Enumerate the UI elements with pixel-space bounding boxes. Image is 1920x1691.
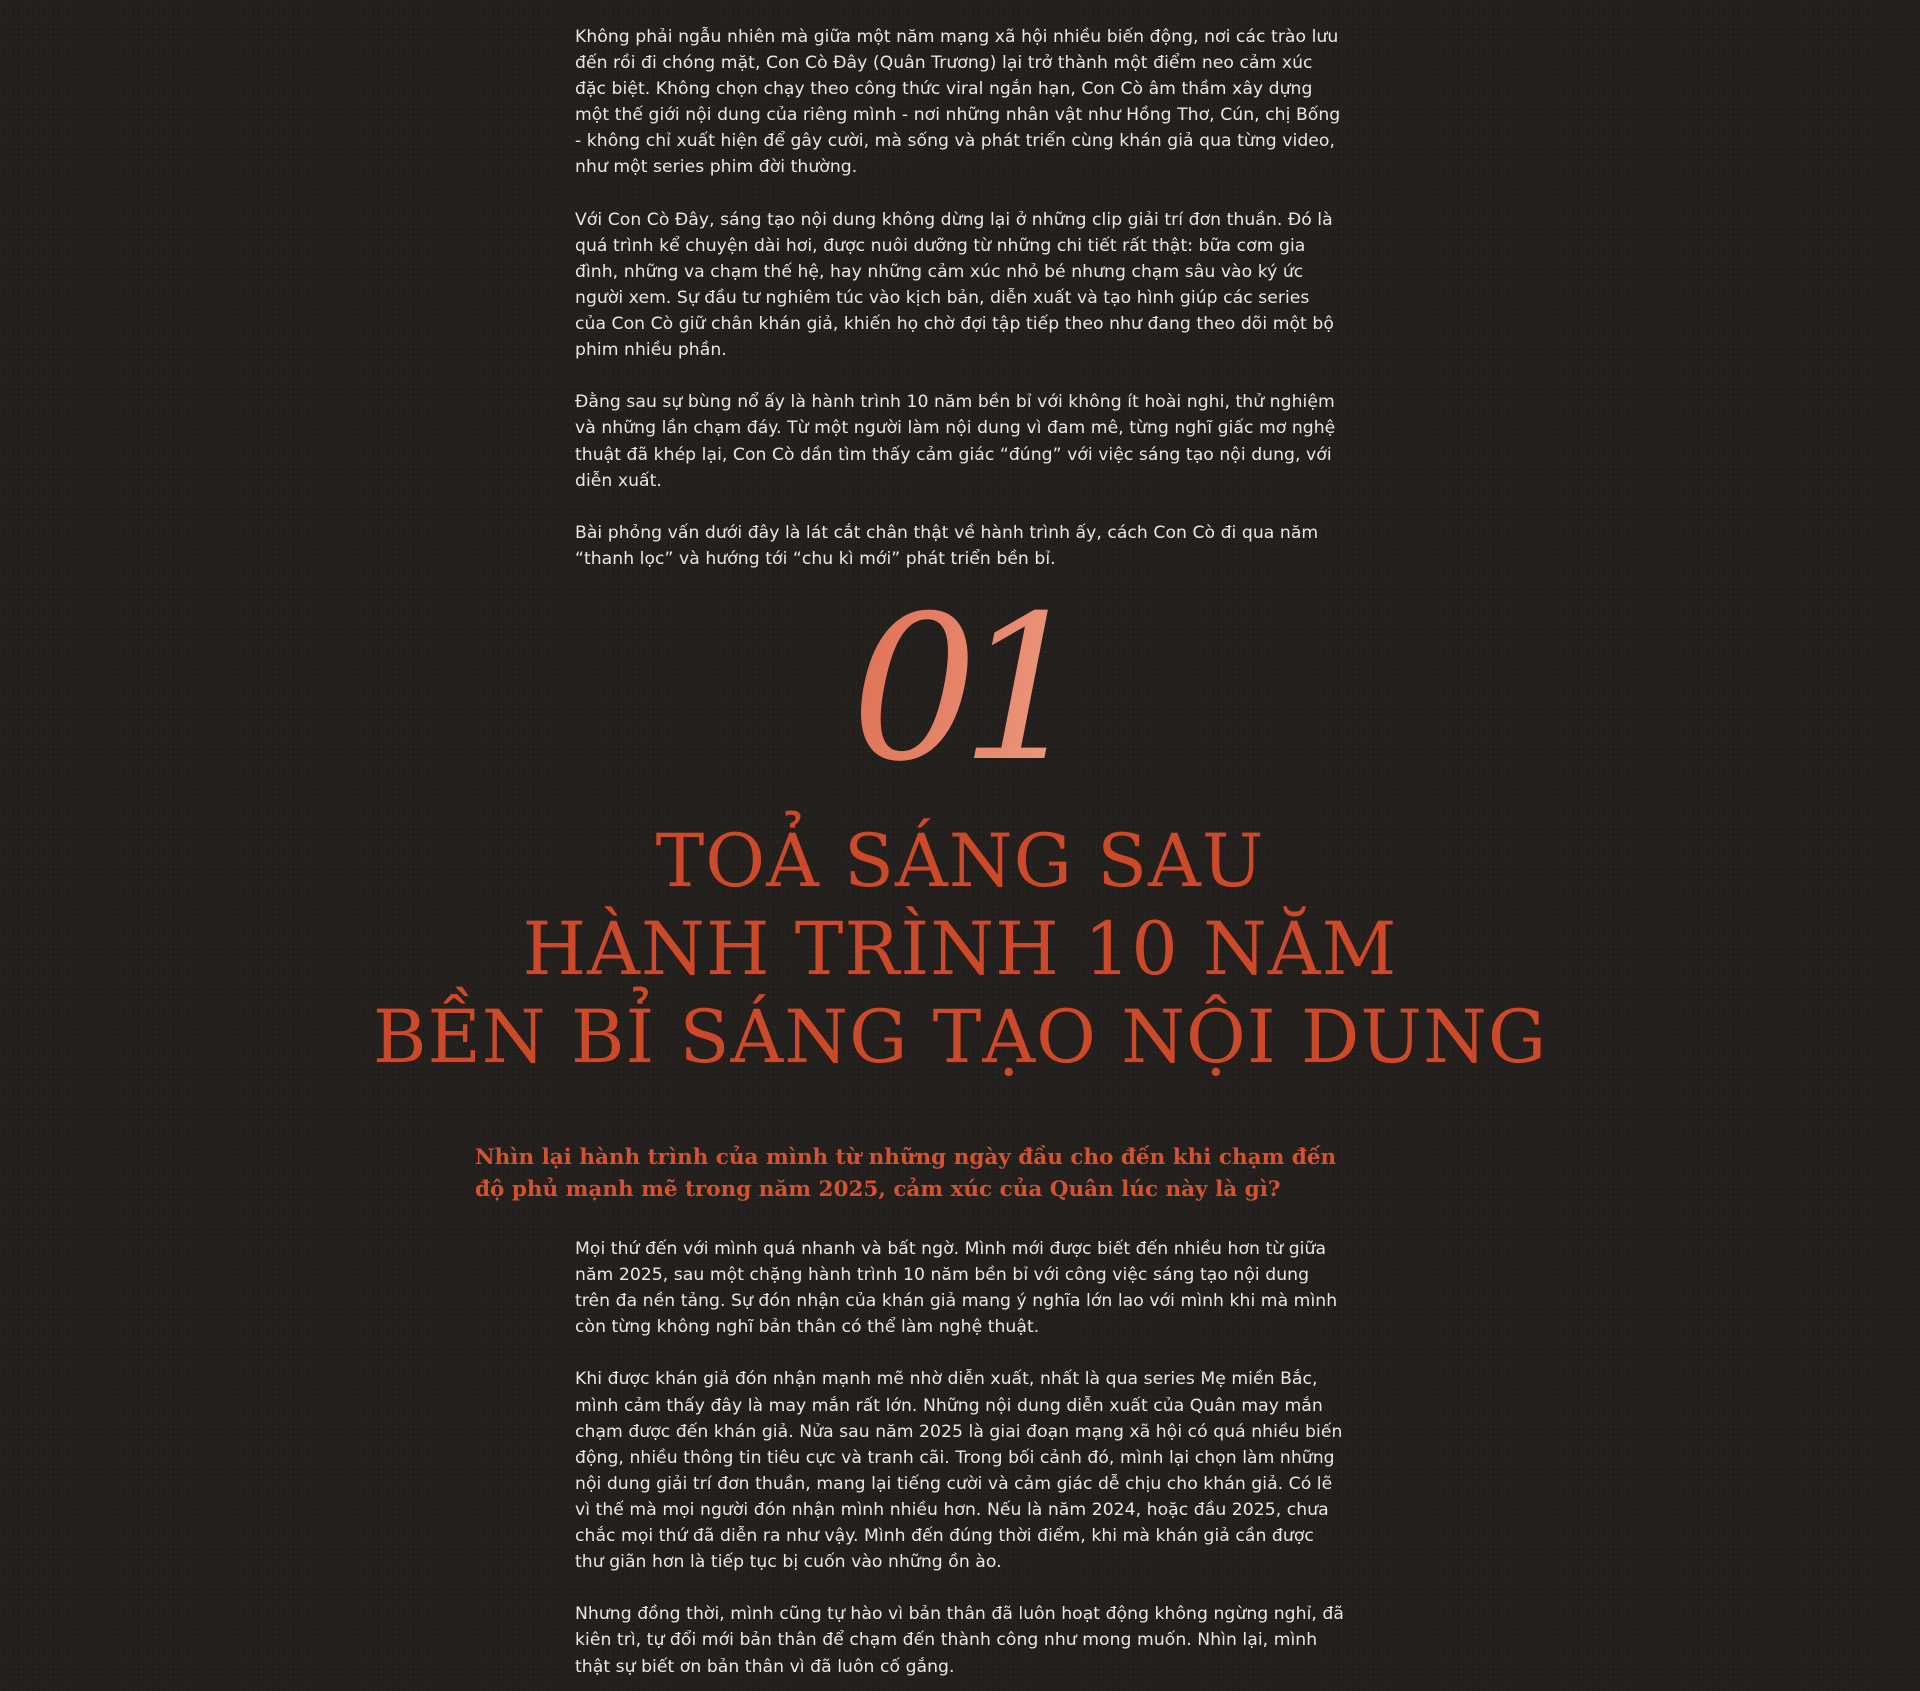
interview-question: Nhìn lại hành trình của mình từ những ngày đầu cho đến khi chạm đến độ phủ mạnh mẽ trong năm 2025, cảm xúc của Quân lúc này là gì? (475, 1145, 1337, 1202)
intro-section (575, 24, 1345, 572)
section-number: 01 (0, 590, 1920, 790)
section-title-line: HÀNH TRÌNH 10 NĂM (522, 907, 1398, 992)
intro-paragraph: Đằng sau sự bùng nổ ấy là hành trình 10 năm bền bỉ với không ít hoài nghi, thử nghiệm và những lần chạm đáy. Từ một người làm nội dung vì đam mê, từng nghĩ giấc mơ nghệ thuật đã khép lại, Con Cò dần tìm thấy cảm giác “đúng” với việc sáng tạo nội dung, với diễn xuất. (575, 392, 1336, 491)
section-title-line: TOẢ SÁNG SAU (655, 819, 1265, 904)
section-title (0, 818, 1920, 1082)
intro-paragraph: Không phải ngẫu nhiên mà giữa một năm mạng xã hội nhiều biến động, nơi các trào lưu đến rồi đi chóng mặt, Con Cò Đây (Quân Trương) lại trở thành một điểm neo cảm xúc đặc biệt. Không chọn chạy theo công thức viral ngắn hạn, Con Cò âm thầm xây dựng một thế giới nội dung của riêng mình - nơi những nhân vật như Hồng Thơ, Cún, chị Bống - không chỉ xuất hiện để gây cười, mà sống và phát triển cùng khán giả qua từng video, như một series phim đời thường. (575, 27, 1341, 178)
intro-paragraph: Với Con Cò Đây, sáng tạo nội dung không dừng lại ở những clip giải trí đơn thuần. Đó là quá trình kể chuyện dài hơi, được nuôi dưỡng từ những chi tiết rất thật: bữa cơm gia đình, những va chạm thế hệ, hay những cảm xúc nhỏ bé nhưng chạm sâu vào ký ức người xem. Sự đầu tư nghiêm túc vào kịch bản, diễn xuất và tạo hình giúp các series của Con Cò giữ chân khán giả, khiến họ chờ đợi tập tiếp theo như đang theo dõi một bộ phim nhiều phần. (575, 209, 1334, 361)
answer-paragraph: Nhưng đồng thời, mình cũng tự hào vì bản thân đã luôn hoạt động không ngừng nghỉ, đã kiên trì, tự đổi mới bản thân để chạm đến thành công như mong muốn. Nhìn lại, mình thật sự biết ơn bản thân vì đã luôn cố gắng. (575, 1604, 1344, 1677)
answer-paragraph: Mọi thứ đến với mình quá nhanh và bất ngờ. Mình mới được biết đến nhiều hơn từ giữa năm 2025, sau một chặng hành trình 10 năm bền bỉ với công việc sáng tạo nội dung trên đa nền tảng. Sự đón nhận của khán giả mang ý nghĩa lớn lao với mình khi mà mình còn từng không nghĩ bản thân có thể làm nghệ thuật. (575, 1239, 1338, 1338)
answer-paragraph: Khi được khán giả đón nhận mạnh mẽ nhờ diễn xuất, nhất là qua series Mẹ miền Bắc, mình cảm thấy đây là may mắn rất lớn. Những nội dung diễn xuất của Quân may mắn chạm được đến khán giả. Nửa sau năm 2025 là giai đoạn mạng xã hội có quá nhiều biến động, nhiều thông tin tiêu cực và tranh cãi. Trong bối cảnh đó, mình lại chọn làm những nội dung giải trí đơn thuần, mang lại tiếng cười và cảm giác dễ chịu cho khán giả. Có lẽ vì thế mà mọi người đón nhận mình nhiều hơn. Nếu là năm 2024, hoặc đầu 2025, chưa chắc mọi thứ đã diễn ra như vậy. Mình đến đúng thời điểm, khi mà khán giả cần được thư giãn hơn là tiếp tục bị cuốn vào những ồn ào. (575, 1369, 1343, 1573)
section-title-line: BỀN BỈ SÁNG TẠO NỘI DUNG (372, 995, 1548, 1080)
interview-answer (575, 1236, 1345, 1680)
intro-paragraph: Bài phỏng vấn dưới đây là lát cắt chân thật về hành trình ấy, cách Con Cò đi qua năm “thanh lọc” và hướng tới “chu kì mới” phát triển bền bỉ. (575, 522, 1319, 569)
